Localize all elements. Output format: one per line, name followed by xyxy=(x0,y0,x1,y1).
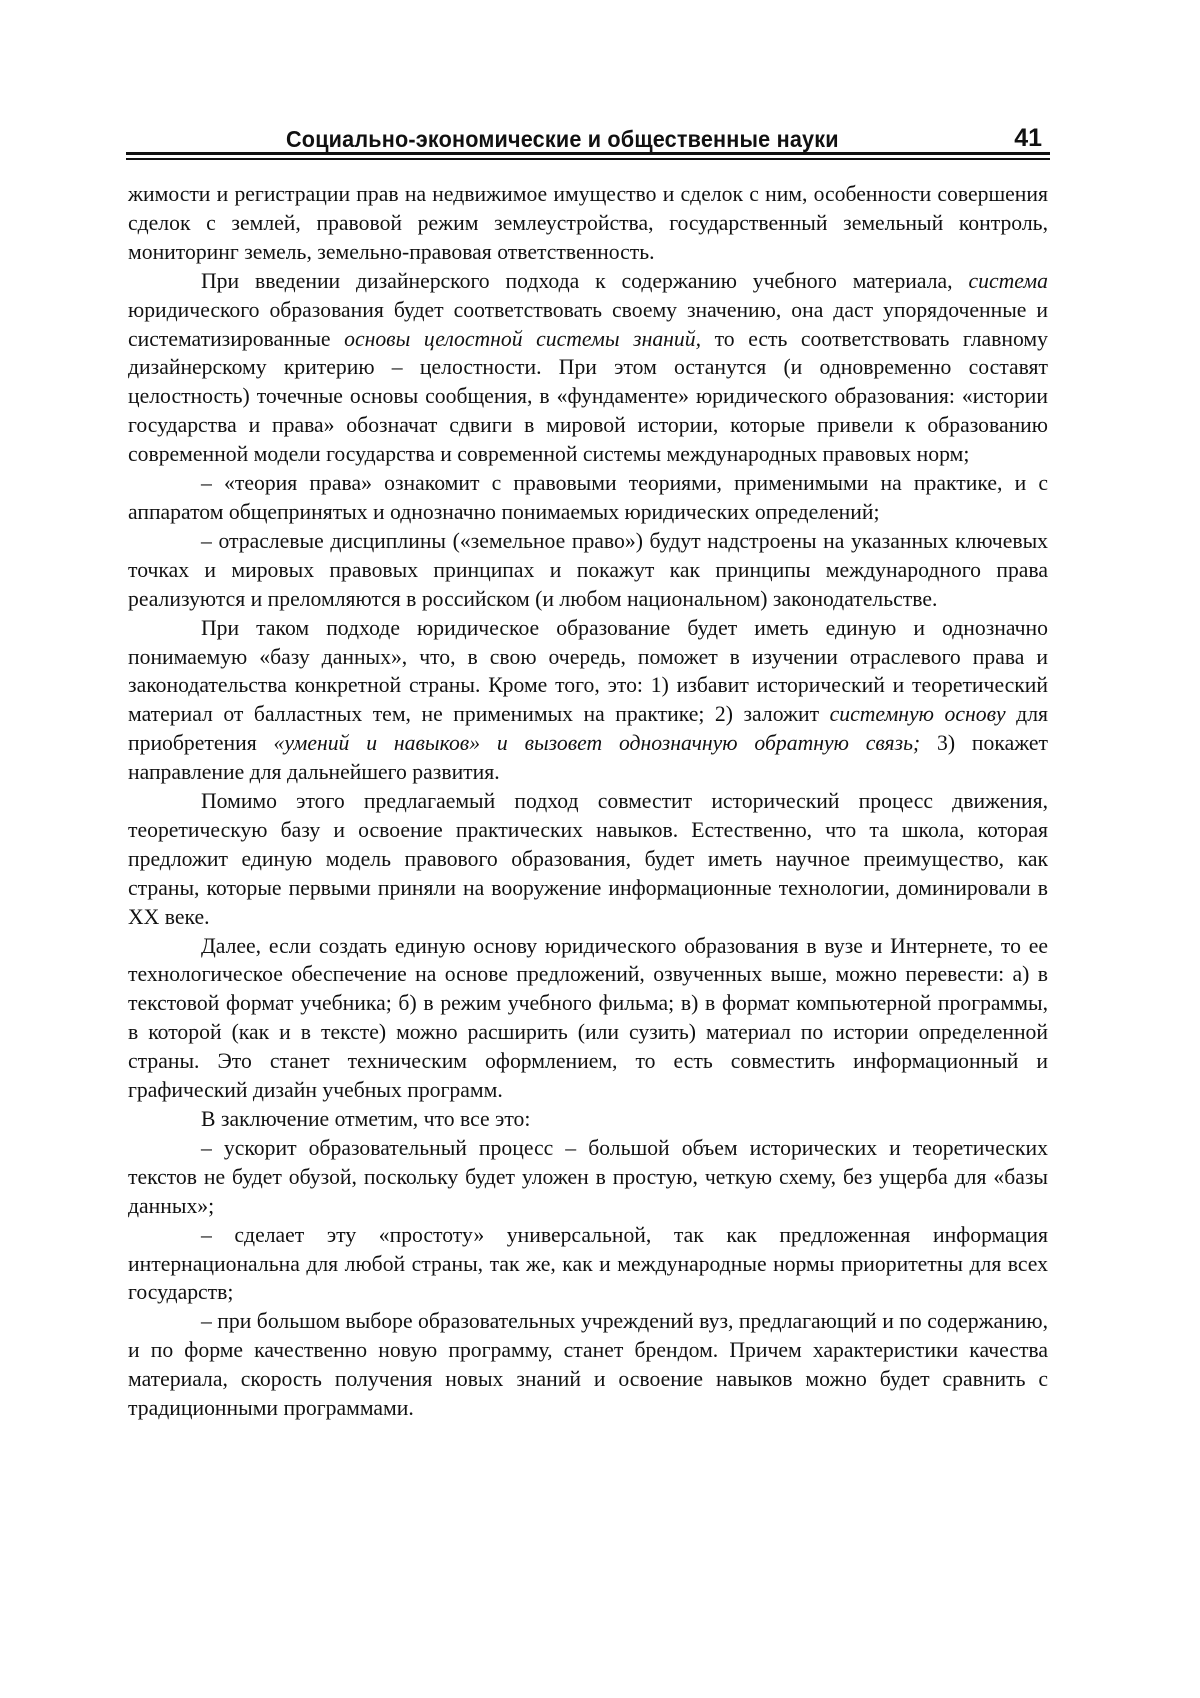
paragraph-4: – отраслевые дисциплины («земельное право») будут надстроены на указанных ключевых точках и мировых правовых принципах и покажут как принципы международного права реализуются и преломляются в российском (и любом национальном) законодательстве. xyxy=(128,528,1048,611)
paragraph-2 xyxy=(128,267,1048,469)
paragraph-7: Далее, если создать единую основу юридического образования в вузе и Интернете, то ее технологическое обеспечение на основе предложений, озвученных выше, можно перевести: а) в текстовой формат учебника; б) в режим учебного фильма; в) в формат компьютерной программы, в которой (как и в тексте) можно расширить (или сузить) материал по истории определенной страны. Это станет техническим оформлением, то есть совместить информационный и графический дизайн учебных программ. xyxy=(128,933,1048,1103)
paragraph-5-part-a: При таком подходе юридическое образование будет иметь единую и однозначно понимаемую «базу данных», что, в свою очередь, поможет в изучении отраслевого права и законодательства конкретной страны. Кроме того, это: 1) избавит исторический и теоретический материал от балластных тем, не применимых на практике; 2) заложит xyxy=(128,615,1048,727)
paragraph-5-part-e: 3) покажет направление для дальнейшего развития. xyxy=(128,731,1049,785)
running-header xyxy=(126,118,1050,158)
paragraph-11: – при большом выборе образовательных учреждений вуз, предлагающий и по содержанию, и по форме качественно новую программу, станет брендом. Причем характеристики качества материала, скорость получения новых знаний и освоение навыков можно будет сравнить с традиционными программами. xyxy=(128,1309,1048,1421)
paragraph-5 xyxy=(128,614,1048,787)
header-rule-thin xyxy=(126,158,1050,160)
paragraph-2-italic-system: система xyxy=(968,268,1048,293)
body-text xyxy=(128,180,1048,1423)
paragraph-9: – ускорит образовательный процесс – большой объем исторических и теоретических текстов не будет обузой, поскольку будет уложен в простую, четкую схему, без ущерба для «базы данных»; xyxy=(128,1135,1048,1218)
paragraph-8: В заключение отметим, что все это: xyxy=(201,1107,531,1131)
paragraph-10: – сделает эту «простоту» универсальной, так как предложенная информация интернациональна для любой страны, так же, как и международные нормы приоритетны для всех государств; xyxy=(128,1222,1048,1305)
paragraph-2-part-a: При введении дизайнерского подхода к содержанию учебного материала, xyxy=(201,268,969,293)
header-title: Социально-экономические и общественные науки xyxy=(286,126,839,152)
paragraph-3: – «теория права» ознакомит с правовыми теориями, применимыми на практике, и с аппаратом общепринятых и однозначно понимаемых юридических определений; xyxy=(128,471,1048,524)
page-number: 41 xyxy=(1014,124,1042,152)
paragraph-5-part-c: для приобретения xyxy=(128,702,1048,756)
paragraph-1: жимости и регистрации прав на недвижимое имущество и сделок с ним, особенности совершения сделок с землей, правовой режим землеустройства, государственный земельный контроль, мониторинг земель, земельно-правовая ответственность. xyxy=(128,182,1048,264)
paragraph-6: Помимо этого предлагаемый подход совместит исторический процесс движения, теоретическую базу и освоение практических навыков. Естественно, что та школа, которая предложит единую модель правового образования, будет иметь научное преимущество, как страны, которые первыми приняли на вооружение информационные технологии, доминировали в XX веке. xyxy=(128,789,1048,929)
paragraph-2-italic-foundations: основы целостной системы знаний, xyxy=(344,326,702,351)
header-rule-thick xyxy=(126,152,1050,155)
paragraph-2-part-e: то есть соответствовать главному дизайнерскому критерию – целостности. При этом останутся (и одновременно составят целостность) точечные основы сообщения, в «фундаменте» юридического образования: «истории государства и права» обозначат сдвиги в мировой истории, которые привели к образованию современной модели государства и современной системы международных правовых норм; xyxy=(128,326,1048,467)
paragraph-5-italic-skills: «умений и навыков» и вызовет однозначную обратную связь; xyxy=(273,731,921,756)
paragraph-2-part-c: юридического образования будет соответствовать своему значению, она даст упорядоченные и систематизированные xyxy=(128,297,1048,351)
paragraph-5-italic-basis: системную основу xyxy=(829,702,1006,727)
